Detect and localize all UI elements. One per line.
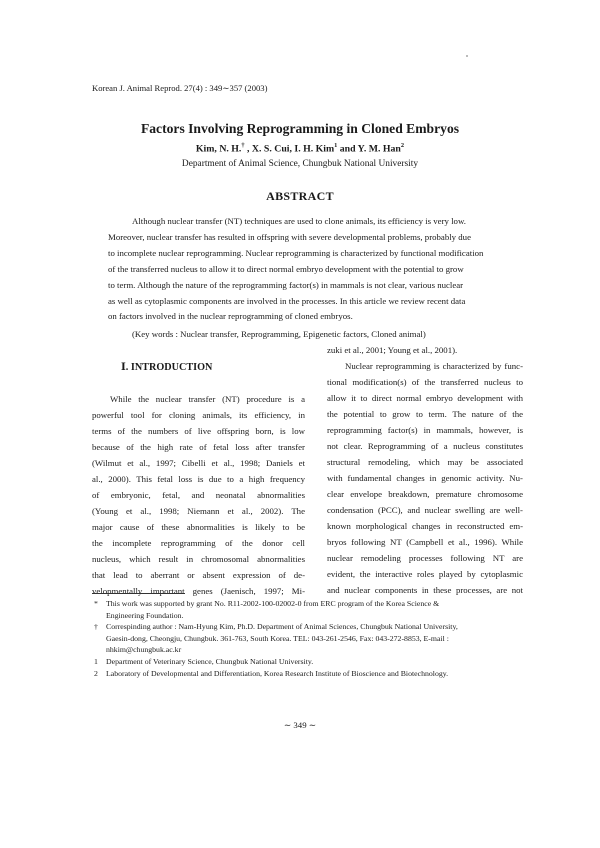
scan-speck [466, 55, 468, 57]
body-line: not clear. Reprogramming of a nucleus constitutes [327, 441, 523, 451]
author-list [0, 142, 600, 154]
body-column-right [327, 342, 523, 598]
footnote-mark: 2 [94, 668, 98, 678]
abstract-body [108, 214, 508, 325]
footnote-funding [92, 598, 524, 610]
abstract-line: Moreover, nuclear transfer has resulted in offspring with severe developmental problems, probably due [108, 231, 471, 242]
body-line: the potential to grow to term. The nature of the [327, 409, 523, 419]
footnote-corresponding [92, 621, 524, 633]
footnote-mark: 1 [94, 656, 98, 666]
author-list-end: and Y. M. Han [337, 143, 401, 155]
keywords: (Key words : Nuclear transfer, Reprogramming, Epigenetic factors, Cloned animal) [132, 329, 426, 339]
body-line: Nuclear reprogramming is characterized by func- [345, 361, 523, 371]
body-line: evident, the interactive roles played by cytoplasmic [327, 569, 523, 579]
body-line: the incomplete reprogramming of the donor cell [92, 538, 305, 548]
body-line: and nuclear components in these processes, are not [327, 585, 523, 595]
affil-mark-1: 1 [334, 142, 338, 149]
footnote-text: Department of Veterinary Science, Chungbuk National University. [106, 656, 314, 666]
body-line: tional modification(s) of the transferred nucleus to [327, 377, 523, 387]
abstract-line: to incomplete nuclear reprogramming. Nuclear reprogramming is characterized by functional modification [108, 247, 484, 258]
body-line: nucleus, which result in chromosomal abnormalities [92, 554, 305, 564]
body-line: allow it to direct normal embryo development with [327, 393, 523, 403]
body-line: While the nuclear transfer (NT) procedure is a [110, 394, 305, 404]
footnote-affil-2 [92, 668, 524, 680]
body-line: that lead to aberrant or absent expression of de- [92, 570, 305, 580]
footnote-text: This work was supported by grant No. R11-2002-100-02002-0 from ERC program of the Korea Science & [106, 599, 440, 608]
body-column-left [92, 391, 305, 599]
body-line: bryos following NT (Campbell et al., 1996). While [327, 537, 523, 547]
body-line: known morphological changes in reconstructed em- [327, 521, 523, 531]
footnote-mark: † [94, 622, 98, 632]
body-line: (Wilmut et al., 1997; Cibelli et al., 1998; Daniels et [92, 458, 305, 468]
author-kim-nh: Kim, N. H. [195, 143, 242, 155]
body-line: because of the high rate of fetal loss after transfer [92, 442, 305, 452]
body-line: structural remodeling, which may be associated [327, 457, 523, 467]
body-line: major cause of these abnormalities is likely to be [92, 522, 305, 532]
affiliation: Department of Animal Science, Chungbuk National University [181, 159, 419, 169]
body-line: al., 2000). This fetal loss is due to a high frequency [92, 474, 305, 484]
footnote-divider [92, 593, 185, 594]
corresponding-mark: † [241, 142, 245, 149]
footnote-email: nhkim@chungbuk.ac.kr [106, 645, 182, 655]
body-line: zuki et al., 2001; Young et al., 2001). [327, 345, 458, 355]
abstract-line: to term. Although the nature of the reprogramming factor(s) in mammals is not clear, various nuclear [108, 279, 464, 290]
footnote-mark: * [94, 599, 98, 608]
abstract-heading: ABSTRACT [266, 189, 334, 203]
body-line: terms of the numbers of live offspring born, is low [92, 426, 305, 436]
abstract-line: as well as cytoplasmic components are involved in the processes. In this article we review recent data [108, 295, 466, 306]
page-number: ∼ 349 ∼ [283, 720, 317, 730]
journal-citation: Korean J. Animal Reprod. 27(4) : 349∼357 (2003) [92, 83, 268, 93]
footnote-text: Laboratory of Developmental and Differentiation, Korea Research Institute of Bioscience and Biotechnology. [106, 668, 449, 678]
body-line: (Young et al., 1998; Niemann et al., 2002). The [92, 506, 305, 516]
footnote-text: Engineering Foundation. [106, 610, 184, 620]
footnote-text: Gaesin-dong, Cheongju, Chungbuk. 361-763, South Korea. TEL: 043-261-2546, Fax: 043-272-8853, E-mail : [106, 633, 449, 643]
section-heading-introduction: Ⅰ. INTRODUCTION [121, 362, 213, 373]
body-line: nuclear remodeling processes following NT are [327, 553, 523, 563]
body-line: reprogramming factor(s) in mammals, however, is [327, 425, 523, 435]
footnote-affil-1 [92, 656, 524, 668]
body-line: of embryonic, fetal, and neonatal abnormalities [92, 490, 305, 500]
abstract-line: on factors involved in the nuclear reprogramming of cloned embryos. [108, 311, 353, 322]
body-line: condensation (PCC), and nuclear swelling are well- [327, 505, 523, 515]
body-line: powerful tool for cloning animals, its efficiency, in [92, 410, 305, 420]
footnotes [92, 598, 524, 679]
body-line: clear envelope breakdown, premature chromosome [327, 489, 523, 499]
abstract-line: Although nuclear transfer (NT) techniques are used to clone animals, its efficiency is very low. [132, 216, 466, 226]
body-line: velopmentally important genes (Jaenisch, 1997; Mi- [92, 586, 305, 596]
body-line: with fundamental changes in genomic activity. Nu- [327, 473, 523, 483]
footnote-text: Correspinding author : Nam-Hyung Kim, Ph.D. Department of Animal Sciences, Chungbuk National University, [106, 622, 458, 632]
paper-title: Factors Involving Reprogramming in Cloned Embryos [140, 121, 460, 136]
abstract-line: of the transferred nucleus to allow it to direct normal embryo development with the potential to grow [108, 263, 464, 274]
author-list-mid: , X. S. Cui, I. H. Kim [244, 143, 335, 155]
affil-mark-2: 2 [400, 142, 405, 149]
